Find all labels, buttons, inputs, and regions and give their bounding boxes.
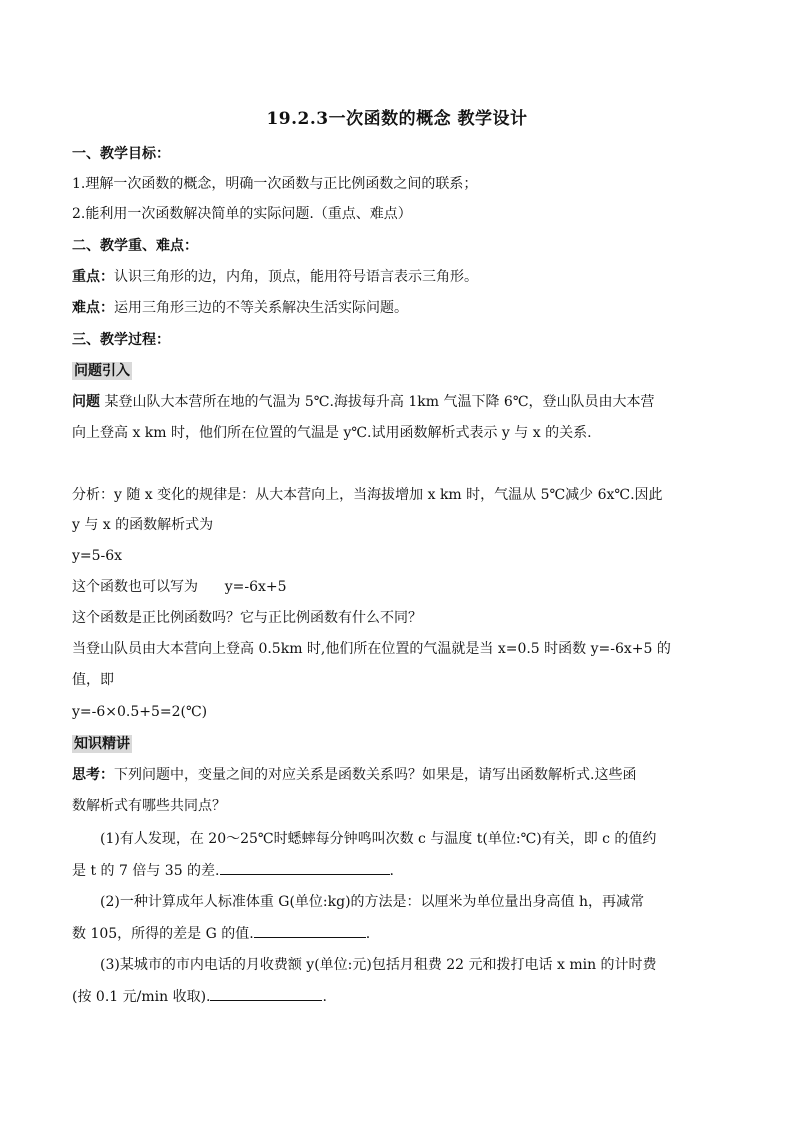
analysis-line-1: 分析：y 随 x 变化的规律是：从大本营向上，当海拔增加 x km 时，气温从 5℃减少 6x℃.因此 <box>72 487 663 503</box>
question-3-answer-blank[interactable] <box>210 986 322 1001</box>
difficult-point-text: 运用三角形三边的不等关系解决生活实际问题。 <box>114 300 408 316</box>
difficult-point-line <box>72 298 732 318</box>
problem-line-2: 向上登高 x km 时，他们所在位置的气温是 y℃.试用函数解析式表示 y 与 x 的关系. <box>72 425 592 441</box>
key-point-line <box>72 267 732 287</box>
key-point-text: 认识三角形的边，内角，顶点，能用符号语言表示三角形。 <box>114 269 478 285</box>
intro-tag: 问题引入 <box>74 363 130 379</box>
section-heading-key-points: 二、教学重、难点： <box>72 238 198 254</box>
difficult-point-label: 难点： <box>72 300 114 316</box>
question-1-end: . <box>389 863 394 879</box>
knowledge-tag-line <box>72 734 732 754</box>
problem-text-1: 某登山队大本营所在地的气温为 5℃.海拔每升高 1km 气温下降 6℃，登山队员由大本营 <box>100 394 655 410</box>
question-2-text-2: 数 105，所得的差是 G 的值. <box>72 926 254 942</box>
document-title: 19.2.3一次函数的概念 教学设计 <box>266 109 528 129</box>
intro-tag-line <box>72 361 732 381</box>
think-label: 思考： <box>72 767 114 783</box>
question-3-end: . <box>322 989 327 1005</box>
formula-1: y=5-6x <box>72 548 123 564</box>
question-3-line-1: (3)某城市的市内电话的月收费额 y(单位:元)包括月租费 22 元和拨打电话 x min 的计时费 <box>100 957 657 973</box>
question-1-line-1: (1)有人发现，在 20～25℃时蟋蟀每分钟鸣叫次数 c 与温度 t(单位:℃)有关，即 c 的值约 <box>100 831 657 847</box>
objective-item-1: 1.理解一次函数的概念，明确一次函数与正比例函数之间的联系； <box>72 176 478 192</box>
key-point-label: 重点： <box>72 269 114 285</box>
question-2-answer-blank[interactable] <box>254 923 366 938</box>
knowledge-tag: 知识精讲 <box>74 736 130 752</box>
question-1-text-2: 是 t 的 7 倍与 35 的差. <box>72 863 220 879</box>
think-line-1 <box>72 765 732 785</box>
analysis-line-2: y 与 x 的函数解析式为 <box>72 517 214 533</box>
objective-item-2: 2.能利用一次函数解决简单的实际问题.（重点、难点） <box>72 206 412 222</box>
question-2-line-1: (2)一种计算成年人标准体重 G(单位:kg)的方法是：以厘米为单位量出身高值 h，再减常 <box>100 894 645 910</box>
question-2-end: . <box>365 926 371 942</box>
section-heading-objectives: 一、教学目标： <box>72 146 170 162</box>
question-3-text-2: (按 0.1 元/min 收取). <box>72 989 211 1005</box>
section-heading-process: 三、教学过程： <box>72 332 170 348</box>
question-1-answer-blank[interactable] <box>220 860 390 875</box>
climb-line-2: 值，即 <box>72 672 114 688</box>
formula-2: y=-6×0.5+5=2(℃) <box>72 704 208 720</box>
question-1-line-2 <box>72 860 732 881</box>
comparison-question: 这个函数是正比例函数吗？它与正比例函数有什么不同？ <box>72 610 422 626</box>
climb-line-1: 当登山队员由大本营向上登高 0.5km 时,他们所在位置的气温就是当 x=0.5 时函数 y=-6x+5 的 <box>72 641 671 657</box>
question-3-line-2 <box>72 986 732 1007</box>
think-text-1: 下列问题中，变量之间的对应关系是函数关系吗？如果是，请写出函数解析式.这些函 <box>114 767 637 783</box>
question-2-line-2 <box>72 923 732 944</box>
think-line-2: 数解析式有哪些共同点？ <box>72 798 226 814</box>
rewrite-line: 这个函数也可以写为 y=-6x+5 <box>72 579 287 595</box>
problem-line-1 <box>72 392 732 412</box>
problem-label: 问题 <box>72 394 100 410</box>
